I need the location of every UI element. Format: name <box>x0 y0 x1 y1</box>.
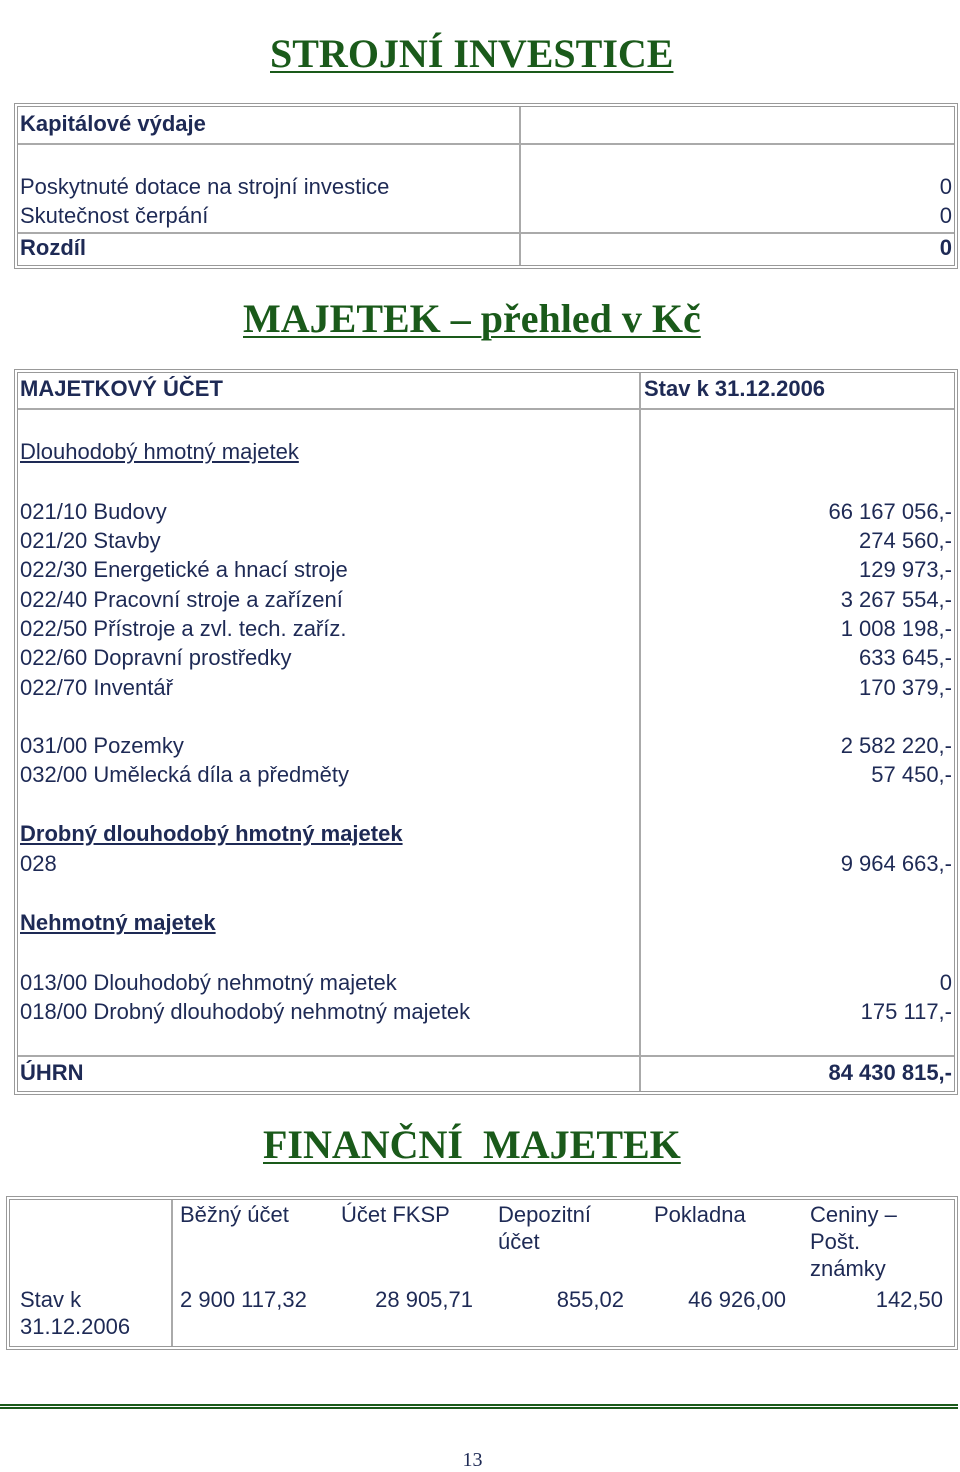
asset-row-label: 022/30 Energetické a hnací stroje <box>20 557 348 582</box>
assets-col-state: Stav k 31.12.2006 <box>644 376 826 401</box>
assets-col-account: MAJETKOVÝ ÚČET <box>20 376 223 401</box>
asset-row-label: 022/50 Přístroje a zvl. tech. zaříz. <box>20 616 347 641</box>
asset-row-label: 013/00 Dlouhodobý nehmotný majetek <box>20 970 397 995</box>
asset-row-value: 57 450,- <box>871 762 952 787</box>
asset-row-label: 022/60 Dopravní prostředky <box>20 645 292 670</box>
asset-row-label: 022/40 Pracovní stroje a zařízení <box>20 587 343 612</box>
assets-total-label: ÚHRN <box>20 1060 84 1085</box>
capital-title: STROJNÍ INVESTICE <box>270 31 674 76</box>
capital-row-value: 0 <box>939 174 952 199</box>
financial-value: 46 926,00 <box>688 1287 786 1312</box>
asset-row-value: 633 645,- <box>859 645 952 670</box>
asset-row-label: 021/20 Stavby <box>20 528 161 553</box>
asset-row-label: 021/10 Budovy <box>20 499 167 524</box>
section-tangible: Dlouhodobý hmotný majetek <box>20 439 299 464</box>
asset-row-value: 66 167 056,- <box>828 499 952 524</box>
asset-row-label: 032/00 Umělecká díla a předměty <box>20 762 349 787</box>
financial-value: 28 905,71 <box>375 1287 473 1312</box>
financial-header: Depozitní účet <box>498 1202 591 1254</box>
capital-row-value: 0 <box>939 203 952 228</box>
capital-header-label: Kapitálové výdaje <box>20 111 206 136</box>
page-number: 13 <box>462 1449 483 1471</box>
financial-value: 855,02 <box>556 1287 624 1312</box>
asset-row-value: 170 379,- <box>859 675 952 700</box>
asset-row-value: 3 267 554,- <box>840 587 952 612</box>
financial-header: Pokladna <box>654 1202 746 1227</box>
financial-title: FINANČNÍ MAJETEK <box>263 1122 681 1167</box>
section-intangible: Nehmotný majetek <box>20 910 216 935</box>
asset-row-label: 018/00 Drobný dlouhodobý nehmotný majetek <box>20 999 471 1024</box>
footer-rule <box>0 1404 958 1409</box>
financial-row-label: Stav k 31.12.2006 <box>20 1287 131 1339</box>
capital-row-label: Skutečnost čerpání <box>20 203 209 228</box>
asset-row-value: 175 117,- <box>860 999 952 1024</box>
assets-title: MAJETEK – přehled v Kč <box>243 296 701 341</box>
asset-row-label: 022/70 Inventář <box>20 675 173 700</box>
asset-row-value: 0 <box>939 970 952 995</box>
asset-row-value: 129 973,- <box>859 557 952 582</box>
asset-row-value: 1 008 198,- <box>840 616 952 641</box>
financial-header: Běžný účet <box>180 1202 289 1227</box>
financial-header: Ceniny – Pošt. známky <box>810 1202 897 1281</box>
capital-total-value: 0 <box>939 235 952 260</box>
financial-value: 2 900 117,32 <box>180 1287 307 1312</box>
asset-row-value: 2 582 220,- <box>840 733 952 758</box>
asset-row-value: 274 560,- <box>859 528 952 553</box>
asset-row-label: 028 <box>20 851 57 876</box>
asset-row-value: 9 964 663,- <box>840 851 952 876</box>
assets-total-value: 84 430 815,- <box>828 1060 952 1085</box>
asset-row-label: 031/00 Pozemky <box>20 733 184 758</box>
capital-total-label: Rozdíl <box>20 235 86 260</box>
financial-header: Účet FKSP <box>341 1202 450 1227</box>
financial-value: 142,50 <box>875 1287 943 1312</box>
capital-row-label: Poskytnuté dotace na strojní investice <box>20 174 390 199</box>
section-small: Drobný dlouhodobý hmotný majetek <box>20 821 403 846</box>
